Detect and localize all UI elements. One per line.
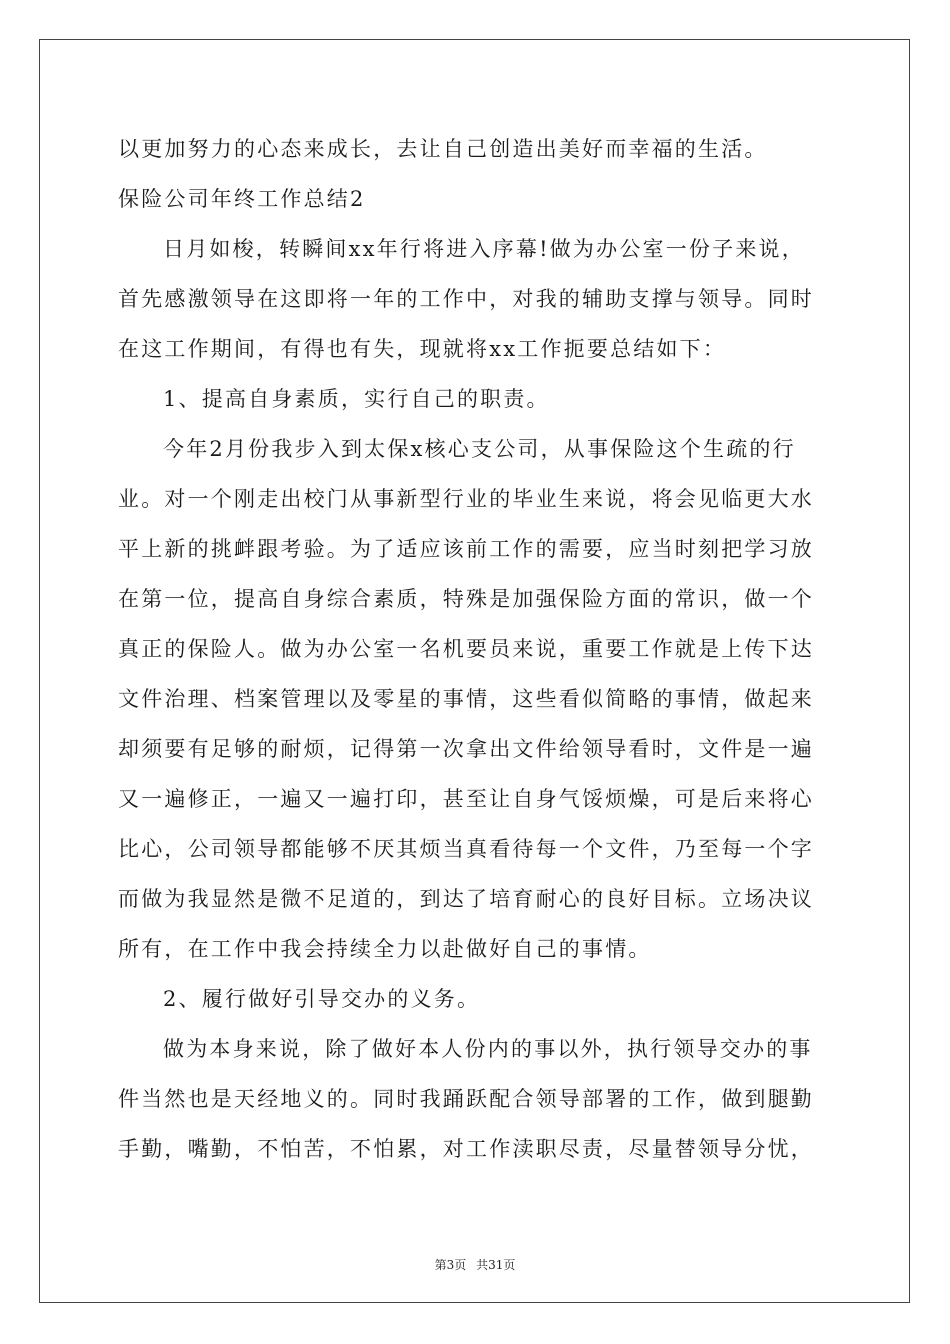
text-line: 真正的保险人。做为办公室一名机要员来说，重要工作就是上传下达 [118,637,814,661]
numbered-item: 1、提高自身素质，实行自己的职责。 [163,387,550,411]
text-line: 件当然也是天经地义的。同时我踊跃配合领导部署的工作，做到腿勤 [118,1087,814,1111]
page-number: 第3页 [434,1258,467,1272]
page-footer [0,1256,950,1273]
text-line: 日月如梭，转瞬间xx年行将进入序幕!做为办公室一份子来说， [163,237,805,261]
numbered-item: 2、履行做好引导交办的义务。 [163,987,481,1011]
text-line: 所有，在工作中我会持续全力以赴做好自己的事情。 [118,937,652,961]
text-line: 比心，公司领导都能够不厌其烦当真看待每一个文件，乃至每一个字 [118,837,814,861]
text-line: 做为本身来说，除了做好本人份内的事以外，执行领导交办的事 [163,1037,813,1061]
text-line: 在第一位，提高自身综合素质，特殊是加强保险方面的常识，做一个 [118,587,814,611]
text-line: 手勤，嘴勤，不怕苦，不怕累，对工作渎职尽责，尽量替领导分忧， [118,1137,814,1161]
page-total: 共31页 [476,1258,516,1272]
text-line: 平上新的挑衅跟考验。为了适应该前工作的需要，应当时刻把学习放 [118,537,814,561]
section-heading: 保险公司年终工作总结2 [118,187,366,211]
text-line: 首先感激领导在这即将一年的工作中，对我的辅助支撑与领导。同时 [118,287,814,311]
text-line: 而做为我显然是微不足道的，到达了培育耐心的良好目标。立场决议 [118,887,814,911]
text-line: 今年2月份我步入到太保x核心支公司，从事保险这个生疏的行 [163,437,796,461]
text-line: 在这工作期间，有得也有失，现就将xx工作扼要总结如下： [118,337,727,361]
text-line: 以更加努力的心态来成长，去让自己创造出美好而幸福的生活。 [118,137,768,161]
text-line: 业。对一个刚走出校门从事新型行业的毕业生来说，将会见临更大水 [118,487,814,511]
text-line: 文件治理、档案管理以及零星的事情，这些看似简略的事情，做起来 [118,687,814,711]
text-line: 又一遍修正，一遍又一遍打印，甚至让自身气馁烦燥，可是后来将心 [118,787,814,811]
text-line: 却须要有足够的耐烦，记得第一次拿出文件给领导看时，文件是一遍 [118,737,814,761]
